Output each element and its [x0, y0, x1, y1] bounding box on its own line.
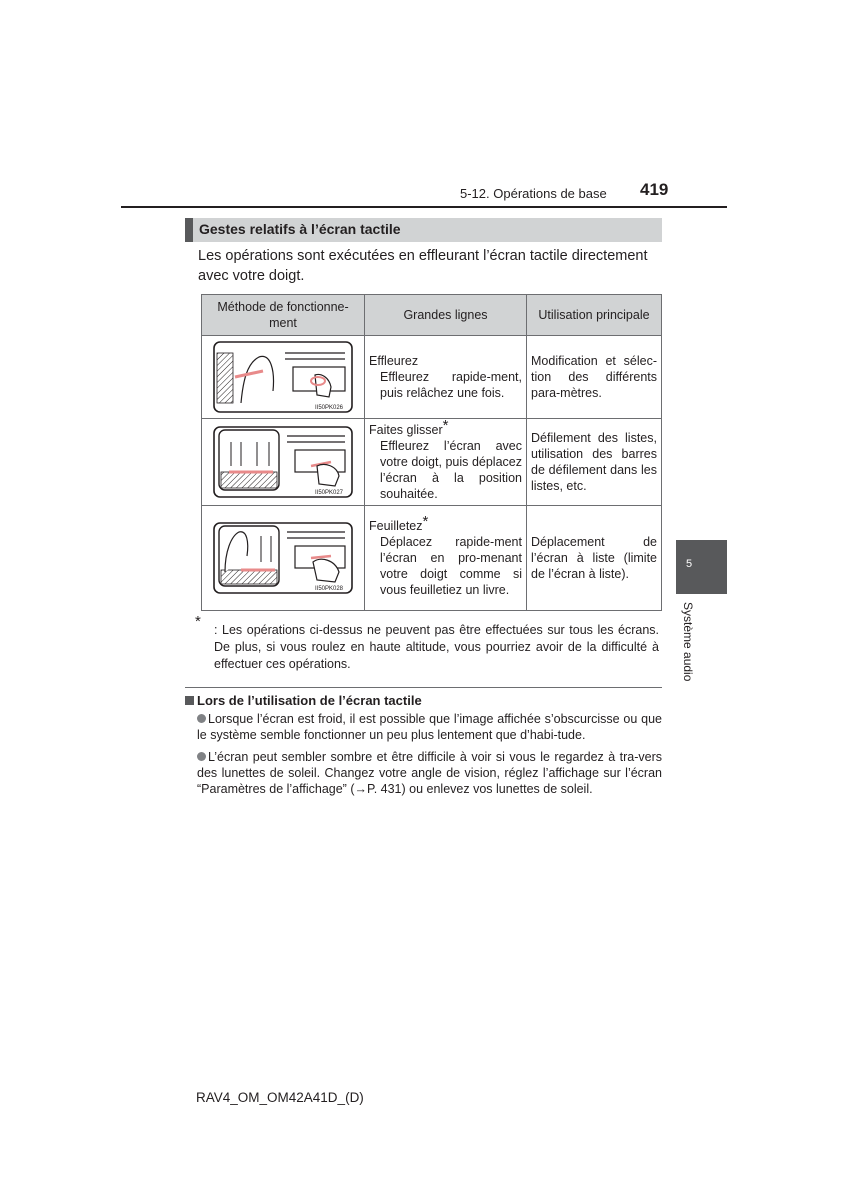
note-square-icon [185, 696, 194, 705]
header-rule [121, 206, 727, 208]
tap-gesture-description-cell [365, 336, 527, 419]
flick-gesture-description-cell [365, 506, 527, 611]
section-title: Gestes relatifs à l’écran tactile [185, 218, 662, 242]
flick-gesture-cell [202, 506, 365, 611]
flick-gesture-illustration [213, 522, 353, 594]
gesture-use: Défilement des listes, utilisation des barres de défilement dans les listes, etc. [527, 419, 662, 506]
table-header-use: Utilisation principale [527, 295, 662, 336]
gesture-description: Déplacez rapide-ment l’écran en pro-menant votre doigt comme si vous feuilletiez un livre. [380, 535, 522, 597]
gesture-name [369, 513, 522, 534]
table-header-row [202, 295, 662, 336]
header-section-ref: 5-12. Opérations de base [460, 186, 607, 201]
table-header-method: Méthode de fonctionne-ment [202, 295, 365, 336]
gesture-description: Effleurez rapide-ment, puis relâchez une fois. [380, 370, 522, 400]
notes-list [197, 711, 662, 797]
footnote-star: * [442, 417, 449, 434]
notes-heading [185, 693, 422, 708]
notes-separator [185, 687, 662, 688]
note-text: Lorsque l’écran est froid, il est possible que l’image affichée s’obscurcisse ou que le système semble fonctionner un peu plus lentement que d’habi-tude. [197, 712, 662, 742]
section-intro: Les opérations sont exécutées en effleurant l’écran tactile directement avec votre doigt. [198, 248, 648, 284]
gesture-description: Effleurez l’écran avec votre doigt, puis déplacez l’écran à la position souhaitée. [380, 439, 522, 501]
image-code: II50PK027 [315, 490, 344, 496]
chapter-label [669, 602, 703, 688]
gesture-name: Effleurez [369, 354, 419, 368]
gesture-use: Déplacement de l’écran à liste (limite de l’écran à liste). [527, 506, 662, 611]
gestures-table [201, 294, 662, 611]
table-row [202, 419, 662, 506]
image-code: II50PK028 [315, 586, 344, 592]
footer-code: RAV4_OM_OM42A41D_(D) [196, 1090, 364, 1105]
table-header-overview: Grandes lignes [365, 295, 527, 336]
drag-gesture-illustration [213, 426, 353, 498]
tap-gesture-cell [202, 336, 365, 419]
footnote-star: * [422, 513, 429, 530]
gesture-name [369, 417, 522, 438]
footnote-text: : Les opérations ci-dessus ne peuvent pas être effectuées sur tous les écrans. De plus, si vous roulez en haute altitude, vous pourriez avoir de la difficulté à effectuer ces opérations. [214, 623, 659, 671]
table-row [202, 506, 662, 611]
gesture-name-text: Faites glisser [369, 423, 443, 437]
list-item [197, 749, 662, 797]
table-row [202, 336, 662, 419]
page-number: 419 [640, 180, 669, 199]
image-code: II50PK026 [315, 405, 344, 411]
bullet-dot-icon [197, 714, 206, 723]
note-text: L’écran peut sembler sombre et être difficile à voir si vous le regardez à tra-vers des lunettes de soleil. Changez votre angle de vision, réglez l’affichage sur l’écran “Paramètres de l’affichage” (→P. 431) ou enlevez vos lunettes de soleil. [197, 750, 662, 796]
tap-gesture-illustration [213, 341, 353, 413]
list-item [197, 711, 662, 743]
drag-gesture-description-cell [365, 419, 527, 506]
chapter-tab [676, 540, 727, 594]
gesture-name-text: Feuilletez [369, 519, 423, 533]
notes-title: Lors de l’utilisation de l’écran tactile [197, 693, 422, 708]
chapter-label-text: Système audio [681, 602, 695, 682]
drag-gesture-cell [202, 419, 365, 506]
table-footnote: * : Les opérations ci-dessus ne peuvent pas être effectuées sur tous les écrans. De plus, si vous roulez en haute altitude, vous pourriez avoir de la difficulté à effectuer ces opérations. [195, 613, 659, 671]
bullet-dot-icon [197, 752, 206, 761]
chapter-number: 5 [686, 558, 693, 570]
gesture-use: Modification et sélec-tion des différents para-mètres. [527, 336, 662, 419]
